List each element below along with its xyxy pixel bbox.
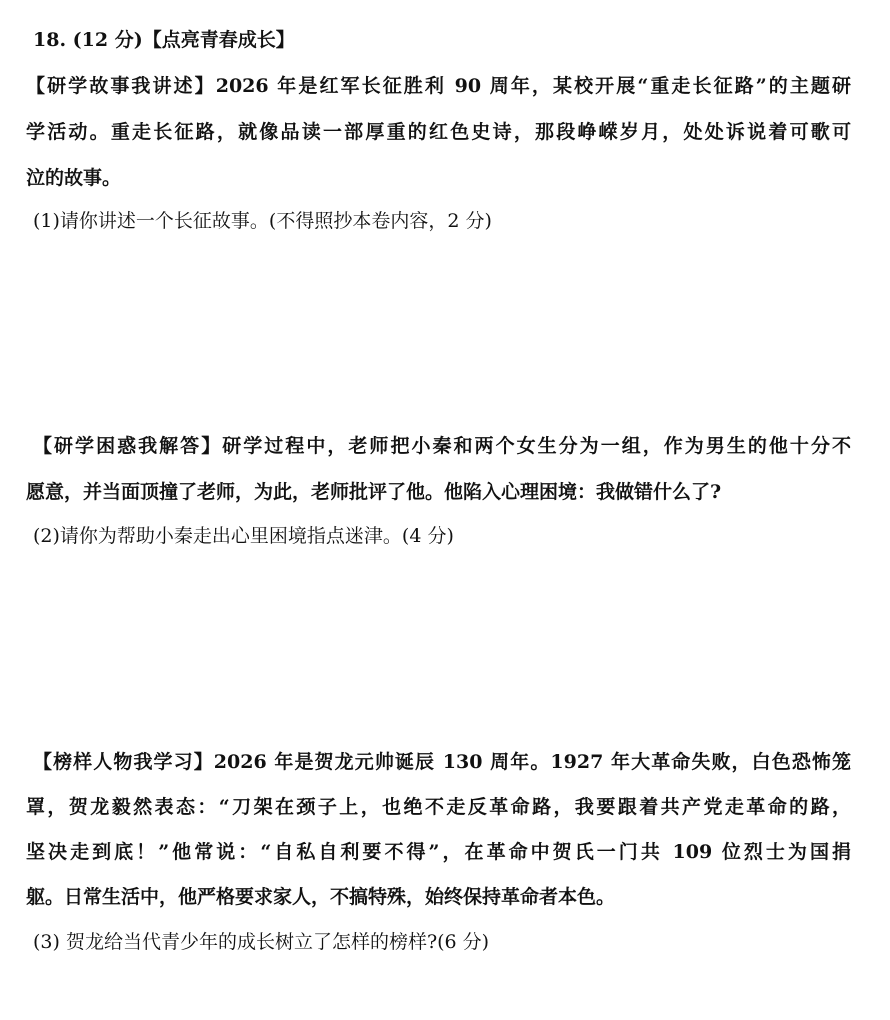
- section2-text-line: 愿意，并当面顶撞了老师，为此，老师批评了他。他陷入心理困境：我做错什么了?: [26, 481, 722, 503]
- section3-text-line: 坚决走到底！”他常说：“自私自利要不得”，在革命中贺氏一门共 109 位烈士为国捐: [26, 841, 851, 863]
- question-header: 18. (12 分)【点亮青春成长】: [33, 29, 295, 51]
- section3-text-line: 罩，贺龙毅然表态：“刀架在颈子上，也绝不走反革命路，我要跟着共产党走革命的路，: [26, 796, 851, 818]
- section3-text-line: 躯。日常生活中，他严格要求家人，不搞特殊，始终保持革命者本色。: [26, 886, 616, 908]
- section1-prompt: (1)请你讲述一个长征故事。(不得照抄本卷内容，2 分): [33, 210, 492, 232]
- section1-text-line: 【研学故事我讲述】2026 年是红军长征胜利 90 周年，某校开展“重走长征路”的主题研: [26, 75, 851, 97]
- section3-text-line: 【榜样人物我学习】2026 年是贺龙元帅诞辰 130 周年。1927 年大革命失败，白色恐怖笼: [33, 751, 851, 773]
- section3-prompt: (3) 贺龙给当代青少年的成长树立了怎样的榜样?(6 分): [33, 931, 490, 953]
- section2-prompt: (2)请你为帮助小秦走出心里困境指点迷津。(4 分): [33, 525, 454, 547]
- section2-text-line: 【研学困惑我解答】研学过程中，老师把小秦和两个女生分为一组，作为男生的他十分不: [33, 435, 851, 457]
- section1-text-line: 泣的故事。: [26, 167, 122, 189]
- section1-text-line: 学活动。重走长征路，就像品读一部厚重的红色史诗，那段峥嵘岁月，处处诉说着可歌可: [26, 121, 851, 143]
